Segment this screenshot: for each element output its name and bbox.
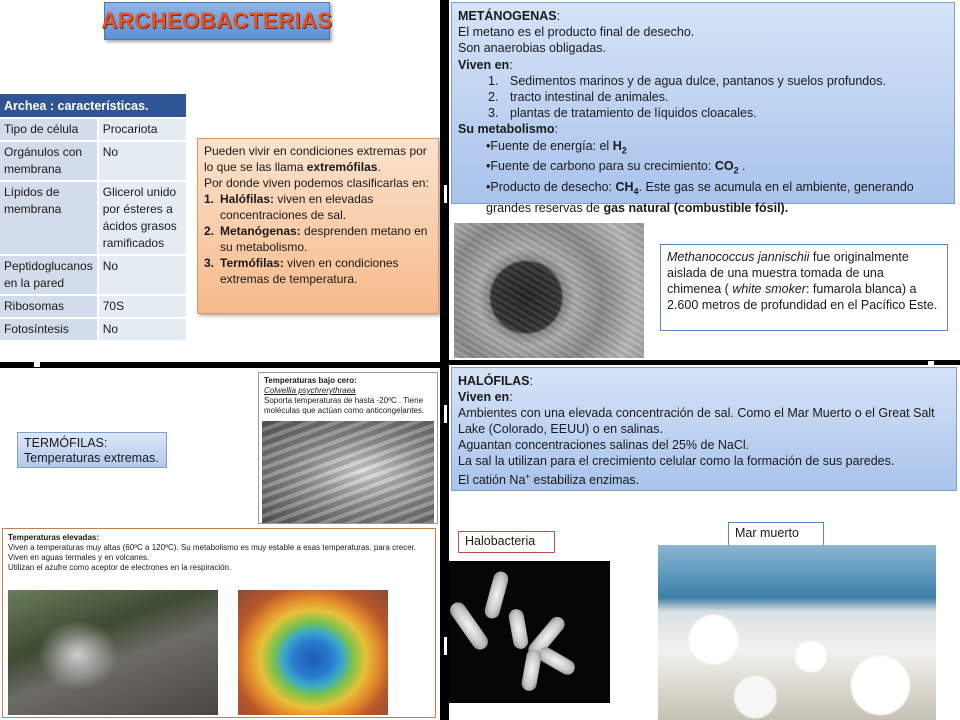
list-item: 2. tracto intestinal de animales. (488, 90, 669, 105)
habitat-list (458, 73, 948, 122)
table-row (0, 295, 186, 318)
list-item: 1. Halófilas: viven en elevadas concentraciones de sal. (204, 192, 374, 222)
row-key: Ribosomas (0, 295, 98, 318)
dead-sea-photo (658, 545, 936, 720)
row-value: Glicerol unido por ésteres a ácidos grasos ramificados (98, 181, 186, 255)
dead-sea-label: Mar muerto (728, 522, 824, 546)
methanogens-line: Son anaerobias obligadas. (458, 41, 607, 56)
thermophiles-box: TERMÓFILAS: Temperaturas extremas. (17, 432, 167, 468)
methanogens-box: METÁNOGENAS: El metano es el producto final de desecho. Son anaerobias obligadas. Viven en: 1. Sedimentos marinos y de agua dulce, pantanos y suelos profundos. 2. tracto intestinal de animales. 3. plantas de tratamiento de líquidos cloacales. Su metabolismo: •Fuente de energía: el $H_2$ •Fuente de carbono para su crecimiento: $CO_2$ . •Producto de desecho: $CH_4$. Este gas se acumula en el ambiente, generando grandes reservas de gas natural (combustible fósil). (451, 2, 955, 204)
methanogens-heading: METÁNOGENAS (458, 9, 557, 23)
metabolism-heading: Su metabolismo (458, 122, 555, 137)
page-title: ARCHEOBACTERIAS (104, 2, 330, 40)
halophiles-line: Ambientes con una elevada concentración de sal. Como el Mar Muerto o el Great Salt Lake (Colorado, EEUU) o en salinas. (458, 406, 935, 436)
table-row (0, 255, 186, 295)
characteristics-table (0, 94, 186, 340)
thermophiles-heading: TERMÓFILAS (24, 436, 104, 450)
high-temp-line: Viven a temperaturas muy altas (60ºC a 120ºC). Su metabolismo es muy estable a esas temperaturas. para crecer. (8, 543, 417, 552)
halophiles-heading: HALÓFILAS (458, 374, 530, 388)
list-item: 3. Termófilas: viven en condiciones extremas de temperatura. (204, 256, 399, 286)
methanococcus-micrograph (454, 223, 644, 358)
subzero-species: Colwellia psychrerythraea (264, 386, 356, 395)
halophiles-box: HALÓFILAS: Viven en: Ambientes con una elevada concentración de sal. Como el Mar Muerto o el Great Salt Lake (Colorado, EEUU) o en salinas. Aguantan concentraciones salinas del 25% de NaCl. La sal la utilizan para el crecimiento celular como la formación de sus paredes. El catión Na+ estabiliza enzimas. (451, 367, 957, 491)
row-value: No (98, 255, 186, 295)
row-key: Fotosíntesis (0, 318, 98, 340)
habitat-heading: Viven en (458, 390, 510, 404)
colwellia-micrograph (262, 421, 434, 523)
extremophiles-intro: Pueden vivir en condiciones extremas por lo que se las llama extremófilas. (204, 144, 427, 174)
methanogens-line: El metano es el producto final de desecho. (458, 25, 695, 40)
row-key: Lípidos de membrana (0, 181, 98, 255)
methanococcus-description: Methanococcus jannischii fue originalmente aislada de una muestra tomada de una chimenea ( white smoker: fumarola blanca) a 2.600 metros de profundidad en el Pacífico Este. (660, 244, 948, 331)
high-temp-line: Utilizan el azufre como aceptor de electrones en la respiración. (8, 563, 232, 572)
subzero-desc: Soporta temperaturas de hasta -20ºC . Tiene moléculas que actúan como anticongelantes. (264, 396, 425, 415)
hot-spring-workers-photo (8, 590, 218, 715)
divider-tick (34, 361, 40, 367)
energy-source: •Fuente de energía: el $H_2$ (486, 138, 627, 156)
row-key: Tipo de célula (0, 118, 98, 141)
halophiles-line: Aguantan concentraciones salinas del 25% de NaCl. (458, 438, 750, 452)
halobacteria-micrograph (449, 561, 610, 703)
row-value: Procariota (98, 118, 186, 141)
divider-tick (444, 637, 447, 655)
divider-tick (444, 405, 447, 423)
panel-archea-characteristics (0, 0, 440, 362)
extremophiles-box (197, 138, 439, 314)
hot-spring-photo (238, 590, 388, 715)
thermophiles-desc: Temperaturas extremas. (24, 451, 159, 465)
table-row (0, 318, 186, 340)
table-header: Archea : características. (0, 94, 186, 118)
row-value: 70S (98, 295, 186, 318)
panel-methanogens (449, 0, 960, 360)
table-row (0, 118, 186, 141)
panel-halophiles (449, 365, 960, 720)
subzero-title: Temperaturas bajo cero: (264, 376, 357, 385)
extremophiles-intro-2: Por donde viven podemos clasificarlas en: (204, 176, 429, 190)
divider-tick (928, 361, 934, 367)
halophiles-line: El catión Na+ estabiliza enzimas. (458, 472, 640, 488)
row-key: Peptidoglucanos en la pared (0, 255, 98, 295)
extremophiles-list (204, 191, 432, 287)
habitat-heading: Viven en (458, 57, 510, 72)
waste-product: •Producto de desecho: $CH_4$. Este gas se acumula en el ambiente, generando grandes reservas de gas natural (combustible fósil). (486, 180, 914, 215)
halophiles-line: La sal la utilizan para el crecimiento celular como la formación de sus paredes. (458, 454, 895, 468)
row-key: Orgánulos con membrana (0, 141, 98, 181)
row-value: No (98, 318, 186, 340)
table-row (0, 141, 186, 181)
high-temp-line: Viven en aguas termales y en volcanes. (8, 553, 150, 562)
row-value: No (98, 141, 186, 181)
table-row (0, 181, 186, 255)
list-item: 3. plantas de tratamiento de líquidos cloacales. (488, 106, 757, 121)
halobacteria-label: Halobacteria (458, 531, 555, 553)
divider-tick (444, 185, 447, 203)
carbon-source: •Fuente de carbono para su crecimiento: $CO_2$ . (486, 159, 746, 176)
list-item: 2. Metanógenas: desprenden metano en su metabolismo. (204, 224, 428, 254)
panel-thermophiles (0, 368, 440, 720)
list-item: 1. Sedimentos marinos y de agua dulce, pantanos y suelos profundos. (488, 73, 886, 88)
high-temp-title: Temperaturas elevadas: (8, 533, 100, 542)
